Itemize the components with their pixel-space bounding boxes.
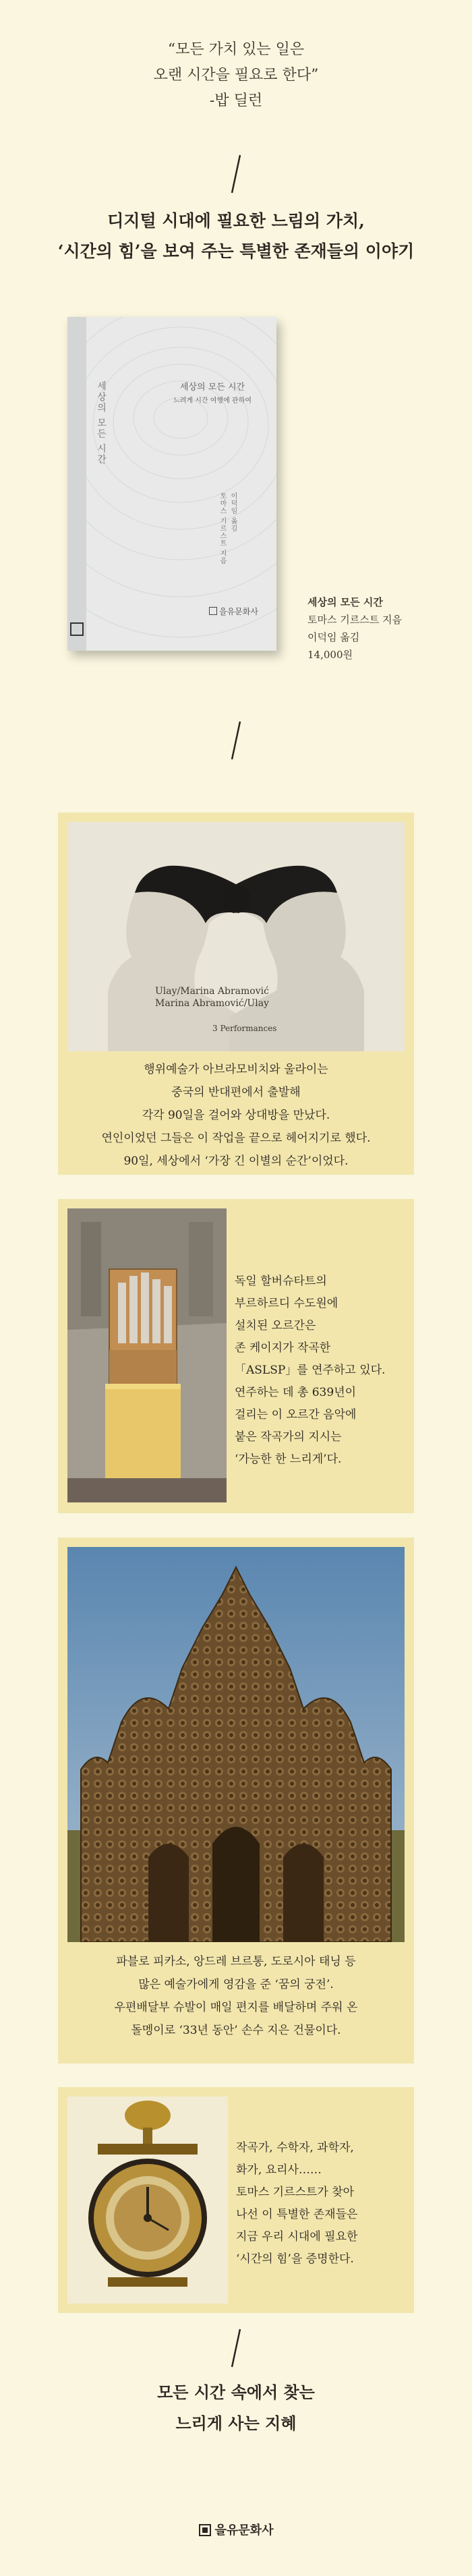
book-info-title: 세상의 모든 시간 [307, 596, 383, 608]
book-info-author: 토마스 기르스트 지음 [307, 614, 402, 626]
epigraph-line: 오랜 시간을 필요로 한다” [153, 67, 319, 84]
closing-statement [0, 2377, 472, 2439]
publisher-logo-icon [209, 607, 217, 615]
panel-caption [235, 1270, 413, 1471]
caption-line: 나선 이 특별한 존재들은 [236, 2208, 358, 2221]
book-cover-title-text: 세상의 모든 시간 [179, 382, 245, 392]
caption-line: 행위예술가 아브라모비치와 울라이는 [144, 1063, 328, 1076]
publisher-name: 을유문화사 [214, 2523, 274, 2538]
story-panel-performance [58, 813, 414, 1175]
caption-line: 각각 90일을 걸어와 상대방을 만났다. [142, 1109, 330, 1122]
publisher-footer [0, 2521, 472, 2538]
palace-illustration [67, 1547, 405, 1942]
caption-line: 독일 할버슈타트의 [235, 1275, 327, 1288]
performance-photo [67, 822, 405, 1051]
caption-line: 많은 예술가에게 영감을 준 ‘꿈의 궁전’. [138, 1978, 334, 1991]
caption-line: 붙은 작곡가의 지시는 [235, 1430, 342, 1444]
caption-line: 우편배달부 슈발이 매일 편지를 배달하며 주워 온 [114, 2001, 358, 2014]
clock-illustration [67, 2097, 228, 2304]
headline [0, 206, 472, 266]
book-info-translator: 이덕임 옮김 [307, 631, 360, 643]
caption-line: 90일, 세상에서 ‘가장 긴 이별의 순간’이었다. [123, 1154, 349, 1168]
epigraph [0, 37, 472, 114]
book-cover-author: 토마스 기르스트 지음 [218, 492, 226, 565]
caption-line: 연주하는 데 총 639년이 [235, 1386, 357, 1399]
book-cover-title [162, 381, 263, 408]
panel-caption [58, 1058, 414, 1173]
book-cover-subtitle: 느려게 시간 여행에 관하여 [173, 397, 252, 405]
book-cover-publisher-name: 을유문화사 [219, 607, 258, 616]
clock-photo [67, 2097, 228, 2304]
organ-photo [67, 1208, 227, 1502]
caption-line: ‘가능한 한 느리게’다. [235, 1453, 342, 1466]
caption-line: 파블로 피카소, 앙드레 브르통, 도로시아 태닝 등 [116, 1955, 356, 1968]
headline-line: 디지털 시대에 필요한 느림의 가치, [107, 211, 365, 231]
publisher-logo-icon [199, 2524, 211, 2536]
slash-divider [229, 720, 243, 761]
story-panel-organ [58, 1199, 414, 1513]
closing-line: 모든 시간 속에서 찾는 [157, 2382, 315, 2402]
caption-line: 중국의 반대편에서 출발해 [171, 1086, 301, 1099]
photo-caption-1: Ulay/Marina Abramović [155, 986, 269, 997]
story-panel-palace [58, 1538, 414, 2063]
slash-divider [229, 154, 243, 194]
caption-line: 화가, 요리사…… [236, 2163, 322, 2177]
caption-line: 설치된 오르간은 [235, 1319, 316, 1333]
story-panel-clock [58, 2087, 414, 2313]
contour-pattern [86, 317, 276, 651]
caption-line: 연인이었던 그들은 이 작업을 끝으로 헤어지기로 했다. [101, 1132, 371, 1145]
headline-line: ‘시간의 힘’을 보여 주는 특별한 존재들의 이야기 [57, 241, 415, 261]
organ-illustration [67, 1208, 227, 1502]
caption-line: ‘시간의 힘’을 증명한다. [236, 2252, 354, 2266]
publisher-logo [70, 622, 84, 636]
caption-line: 작곡가, 수학자, 과학자, [236, 2141, 354, 2155]
caption-line: 돌멩이로 ‘33년 동안’ 손수 지은 건물이다. [131, 2024, 341, 2037]
caption-line: 부르하르디 수도원에 [235, 1297, 338, 1310]
slash-divider [229, 2328, 243, 2368]
photo-caption-3: 3 Performances [212, 1024, 277, 1033]
book-info [307, 593, 402, 664]
closing-line: 느리게 사는 지혜 [175, 2413, 297, 2433]
caption-line: 걸리는 이 오르간 음악에 [235, 1408, 357, 1422]
caption-line: 토마스 기르스트가 찾아 [236, 2186, 355, 2199]
epigraph-line: “모든 가치 있는 일은 [167, 41, 305, 58]
palace-photo [67, 1547, 405, 1942]
book-cover [67, 317, 276, 651]
photo-caption-2: Marina Abramović/Ulay [155, 998, 269, 1009]
book-spine [67, 317, 86, 651]
panel-caption [236, 2137, 413, 2271]
caption-line: 지금 우리 시대에 필요한 [236, 2230, 358, 2244]
caption-line: 존 케이지가 작곡한 [235, 1341, 331, 1355]
caption-line: 「ASLSP」를 연주하고 있다. [235, 1364, 386, 1377]
book-info-price: 14,000원 [307, 649, 353, 661]
book-cover-translator: 이덕임 옮김 [229, 492, 237, 533]
book-cover-publisher [209, 606, 258, 617]
book-spine-title: 세상의 모든 시간 [96, 381, 107, 465]
performance-illustration [67, 822, 405, 1051]
epigraph-attribution: -밥 딜런 [209, 92, 263, 109]
panel-caption [58, 1950, 414, 2042]
